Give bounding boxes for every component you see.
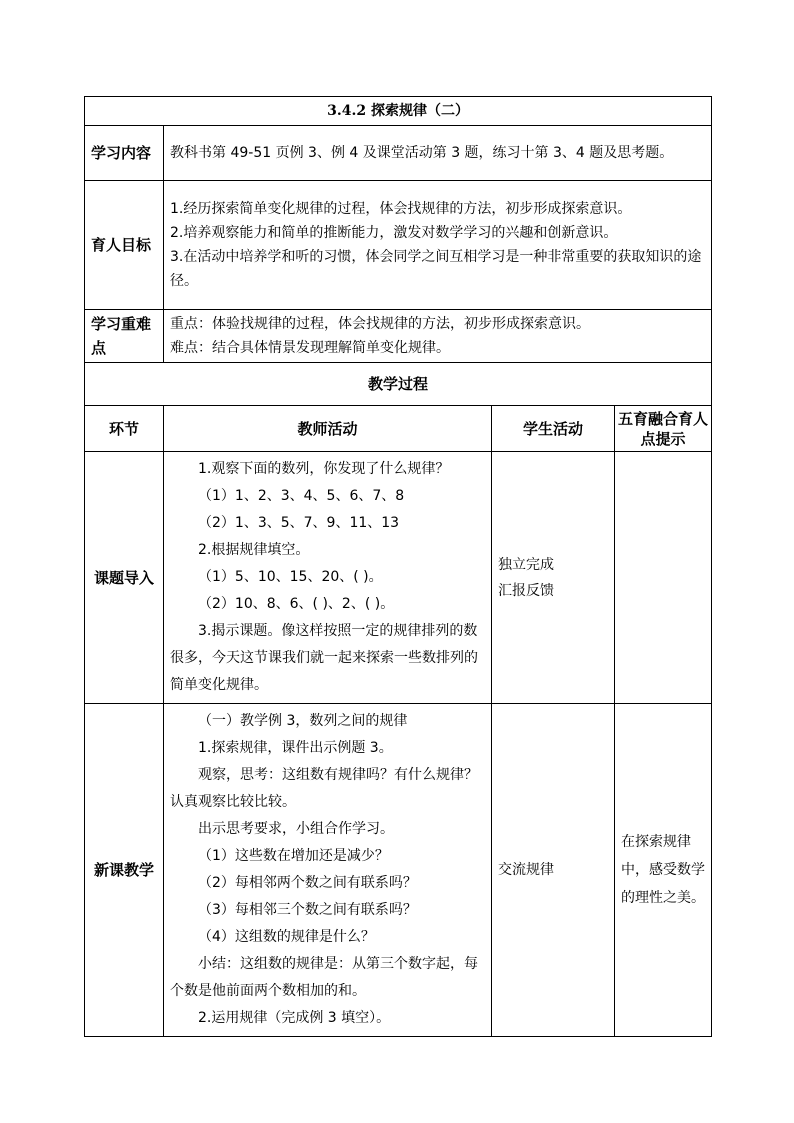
keypoint-item: 重点：体验找规律的过程，体会找规律的方法，初步形成探索意识。	[170, 316, 590, 332]
lesson-plan-table	[84, 96, 712, 1037]
goals-text	[164, 181, 712, 310]
goal-item: 2.培养观察能力和简单的推断能力，激发对数学学习的兴趣和创新意识。	[170, 225, 618, 241]
stage-name-new: 新课教学	[85, 704, 164, 1037]
goal-item: 3.在活动中培养学和听的习惯，体会同学之间互相学习是一种非常重要的获取知识的途径。	[170, 249, 702, 289]
column-header-student: 学生活动	[492, 406, 615, 452]
column-header-teacher: 教师活动	[164, 406, 492, 452]
lesson-title: 3.4.2 探索规律（二）	[85, 97, 712, 126]
teacher-activity-intro: 1.观察下面的数列，你发现了什么规律？ （1）1、2、3、4、5、6、7、8 （2）1、3、5、7、9、11、13 2.根据规律填空。 （1）5、10、15、20、( )。 （2）10、8、6、( )、2、( )。 3.揭示课题。像这样按照一定的规律排列的数很多，今天这节课我们就一起来探索一些数排列的简单变化规律。	[164, 452, 492, 704]
tips-intro	[615, 452, 712, 704]
goal-item: 1.经历探索简单变化规律的过程，体会找规律的方法，初步形成探索意识。	[170, 201, 632, 217]
keypoints-label: 学习重难点	[85, 310, 164, 363]
keypoint-item: 难点：结合具体情景发现理解简单变化规律。	[170, 340, 450, 356]
process-title: 教学过程	[85, 363, 712, 406]
student-activity-new: 交流规律	[492, 704, 615, 1037]
content-label: 学习内容	[85, 126, 164, 181]
keypoints-text	[164, 310, 712, 363]
tips-new: 在探索规律中，感受数学的理性之美。	[615, 704, 712, 1037]
stage-name-intro: 课题导入	[85, 452, 164, 704]
goals-label: 育人目标	[85, 181, 164, 310]
content-text: 教科书第 49-51 页例 3、例 4 及课堂活动第 3 题，练习十第 3、4 题及思考题。	[164, 126, 712, 181]
column-header-tips: 五育融合育人点提示	[615, 406, 712, 452]
column-header-stage: 环节	[85, 406, 164, 452]
teacher-activity-new: （一）教学例 3，数列之间的规律 1.探索规律，课件出示例题 3。 观察，思考：这组数有规律吗？有什么规律？认真观察比较比较。 出示思考要求，小组合作学习。 （1）这些数在增加还是减少？ （2）每相邻两个数之间有联系吗？ （3）每相邻三个数之间有联系吗？ （4）这组数的规律是什么？ 小结：这组数的规律是：从第三个数字起，每个数是他前面两个数相加的和。 2.运用规律（完成例 3 填空）。	[164, 704, 492, 1037]
student-activity-intro: 独立完成 汇报反馈	[492, 452, 615, 704]
